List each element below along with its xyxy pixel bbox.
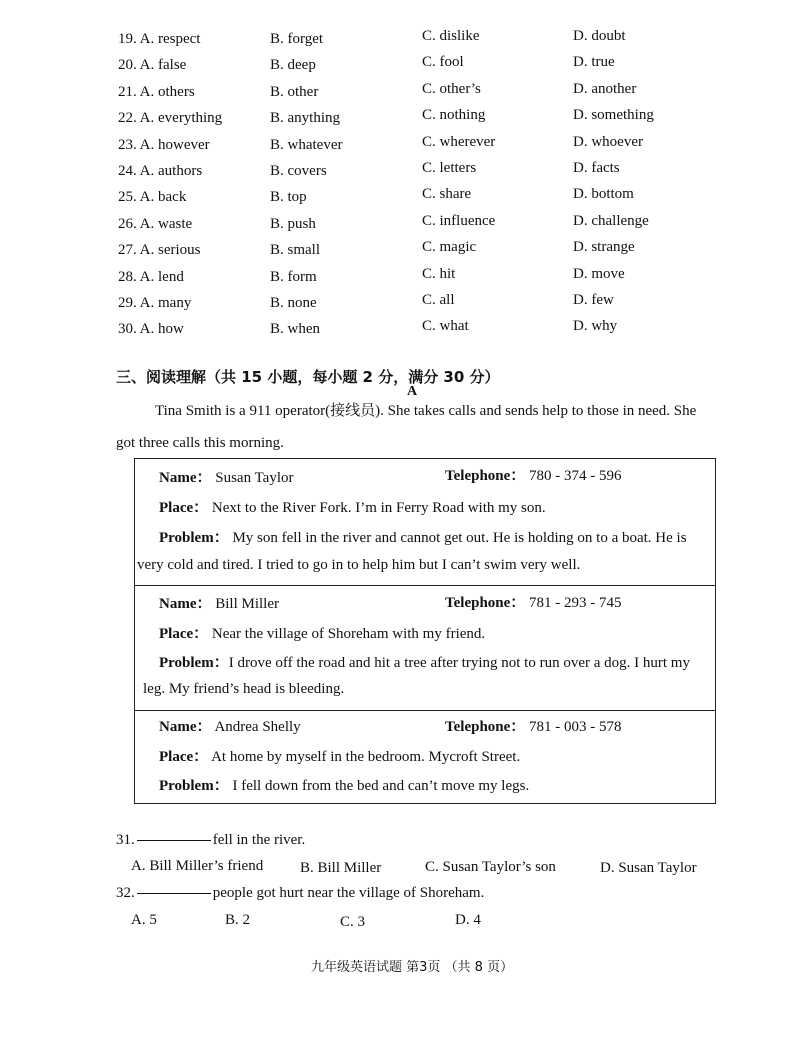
cloze-22-option-d[interactable]: D. something <box>573 107 654 124</box>
cloze-30-option-b[interactable]: B. when <box>270 321 320 338</box>
cloze-29-option-d[interactable]: D. few <box>573 292 614 308</box>
call-2-telephone-value: 781 - 293 - 745 <box>529 595 622 611</box>
question-31-option-c[interactable]: C. Susan Taylor’s son <box>425 859 556 875</box>
call-2-problem-line1: I drove off the road and hit a tree after trying not to run over a dog. I hurt my <box>228 655 690 671</box>
place-label: Place： <box>159 626 209 642</box>
call-1-name-value: Susan Taylor <box>215 470 294 486</box>
cloze-21-option-b[interactable]: B. other <box>270 83 319 100</box>
call-3-telephone-value: 781 - 003 - 578 <box>529 719 622 735</box>
telephone-label: Telephone： <box>445 719 526 735</box>
intro-text-line2: got three calls this morning. <box>116 435 284 451</box>
cloze-27-option-c[interactable]: C. magic <box>422 239 477 256</box>
question-31-number: 31. <box>116 832 135 848</box>
call-1-telephone <box>445 464 622 485</box>
call-2-problem-line2: leg. My friend’s head is bleeding. <box>143 681 345 697</box>
cloze-23-option-b[interactable]: B. whatever <box>270 136 343 153</box>
cloze-28-option-b[interactable]: B. form <box>270 268 317 285</box>
question-32-stem <box>116 885 484 902</box>
call-2-problem <box>159 651 690 672</box>
intro-text-line1: Tina Smith is a 911 operator(接线员). She takes calls and sends help to those in need. She <box>155 403 697 419</box>
question-32-text: people got hurt near the village of Shoreham. <box>212 885 485 901</box>
call-3-name <box>159 715 301 736</box>
question-31-option-b[interactable]: B. Bill Miller <box>300 860 382 876</box>
call-2-name-value: Bill Miller <box>215 596 279 612</box>
passage-letter: A <box>407 384 418 399</box>
call-1-name <box>159 466 294 487</box>
call-1-problem <box>159 526 687 547</box>
question-32-option-a[interactable]: A. 5 <box>131 912 157 928</box>
cloze-20-option-b[interactable]: B. deep <box>270 57 316 74</box>
question-31-option-d[interactable]: D. Susan Taylor <box>600 860 697 876</box>
question-31-option-a[interactable]: A. Bill Miller’s friend <box>131 858 264 874</box>
question-31-stem <box>116 832 305 849</box>
call-2-telephone <box>445 591 622 612</box>
cloze-27-option-a[interactable]: 27. A. serious <box>118 242 201 259</box>
cloze-30-option-a[interactable]: 30. A. how <box>118 321 184 338</box>
call-3-place <box>159 745 520 766</box>
cloze-27-option-d[interactable]: D. strange <box>573 239 635 256</box>
cloze-26-option-d[interactable]: D. challenge <box>573 212 649 229</box>
cloze-24-option-c[interactable]: C. letters <box>422 160 477 176</box>
place-label: Place： <box>159 749 209 765</box>
cloze-24-option-b[interactable]: B. covers <box>270 163 327 179</box>
question-32-option-b[interactable]: B. 2 <box>225 912 251 928</box>
cloze-20-option-d[interactable]: D. true <box>573 54 615 71</box>
cloze-21-option-d[interactable]: D. another <box>573 80 637 97</box>
question-32-option-c[interactable]: C. 3 <box>340 914 366 930</box>
cloze-19-option-b[interactable]: B. forget <box>270 31 324 47</box>
page-footer: 九年级英语试题 第3页 （共 8 页） <box>311 960 514 975</box>
cloze-20-option-c[interactable]: C. fool <box>422 54 464 71</box>
cloze-29-option-a[interactable]: 29. A. many <box>118 295 192 311</box>
problem-label: Problem： <box>159 778 229 794</box>
calls-table <box>134 458 716 804</box>
cloze-29-option-b[interactable]: B. none <box>270 295 317 311</box>
cloze-21-option-c[interactable]: C. other’s <box>422 80 481 97</box>
cloze-25-option-b[interactable]: B. top <box>270 189 307 206</box>
cloze-24-option-a[interactable]: 24. A. authors <box>118 163 203 179</box>
telephone-label: Telephone： <box>445 468 526 484</box>
cloze-30-option-c[interactable]: C. what <box>422 318 469 335</box>
cloze-19-option-c[interactable]: C. dislike <box>422 28 480 44</box>
cloze-25-option-c[interactable]: C. share <box>422 186 472 203</box>
telephone-label: Telephone： <box>445 595 526 611</box>
cloze-25-option-d[interactable]: D. bottom <box>573 186 634 203</box>
call-3-telephone <box>445 715 622 736</box>
call-2-place <box>159 622 485 643</box>
call-1-problem-line2: very cold and tired. I tried to go in to help him but I can’t swim very well. <box>137 557 581 573</box>
question-31-text: fell in the river. <box>212 832 306 848</box>
question-32-number: 32. <box>116 885 135 901</box>
cloze-28-option-c[interactable]: C. hit <box>422 265 456 282</box>
cloze-24-option-d[interactable]: D. facts <box>573 160 620 176</box>
cloze-26-option-c[interactable]: C. influence <box>422 212 496 229</box>
call-3-problem-line1: I fell down from the bed and can’t move my legs. <box>232 778 530 794</box>
row-divider <box>135 585 715 586</box>
cloze-23-option-a[interactable]: 23. A. however <box>118 136 210 153</box>
cloze-26-option-a[interactable]: 26. A. waste <box>118 215 193 232</box>
question-32-option-d[interactable]: D. 4 <box>455 912 481 928</box>
cloze-30-option-d[interactable]: D. why <box>573 318 618 335</box>
call-1-place-value: Next to the River Fork. I’m in Ferry Road with my son. <box>211 500 546 516</box>
section-title: 三、阅读理解（共 15 小题，每小题 2 分，满分 30 分） <box>116 368 500 386</box>
call-2-place-value: Near the village of Shoreham with my friend. <box>211 626 486 642</box>
call-3-place-value: At home by myself in the bedroom. Mycroft Street. <box>211 749 521 765</box>
call-3-name-value: Andrea Shelly <box>214 719 301 735</box>
place-label: Place： <box>159 500 209 516</box>
cloze-26-option-b[interactable]: B. push <box>270 215 316 232</box>
answer-blank <box>137 840 211 841</box>
call-2-name <box>159 592 279 613</box>
answer-blank <box>137 893 211 894</box>
cloze-29-option-c[interactable]: C. all <box>422 292 455 308</box>
call-1-place <box>159 496 546 517</box>
cloze-28-option-a[interactable]: 28. A. lend <box>118 268 184 285</box>
cloze-27-option-b[interactable]: B. small <box>270 242 321 259</box>
name-label: Name： <box>159 470 212 486</box>
cloze-22-option-a[interactable]: 22. A. everything <box>118 110 223 127</box>
name-label: Name： <box>159 596 212 612</box>
call-1-telephone-value: 780 - 374 - 596 <box>529 468 622 484</box>
cloze-20-option-a[interactable]: 20. A. false <box>118 57 187 74</box>
cloze-28-option-d[interactable]: D. move <box>573 265 625 282</box>
name-label: Name： <box>159 719 212 735</box>
row-divider <box>135 710 715 711</box>
call-1-problem-line1: My son fell in the river and cannot get out. He is holding on to a boat. He is <box>232 530 687 546</box>
cloze-21-option-a[interactable]: 21. A. others <box>118 83 195 100</box>
cloze-22-option-c[interactable]: C. nothing <box>422 107 486 124</box>
cloze-19-option-a[interactable]: 19. A. respect <box>118 31 201 47</box>
cloze-19-option-d[interactable]: D. doubt <box>573 28 626 44</box>
cloze-22-option-b[interactable]: B. anything <box>270 110 340 127</box>
cloze-23-option-c[interactable]: C. wherever <box>422 133 496 150</box>
cloze-23-option-d[interactable]: D. whoever <box>573 133 643 150</box>
problem-label: Problem： <box>159 655 229 671</box>
cloze-25-option-a[interactable]: 25. A. back <box>118 189 187 206</box>
call-3-problem <box>159 774 529 795</box>
problem-label: Problem： <box>159 530 229 546</box>
